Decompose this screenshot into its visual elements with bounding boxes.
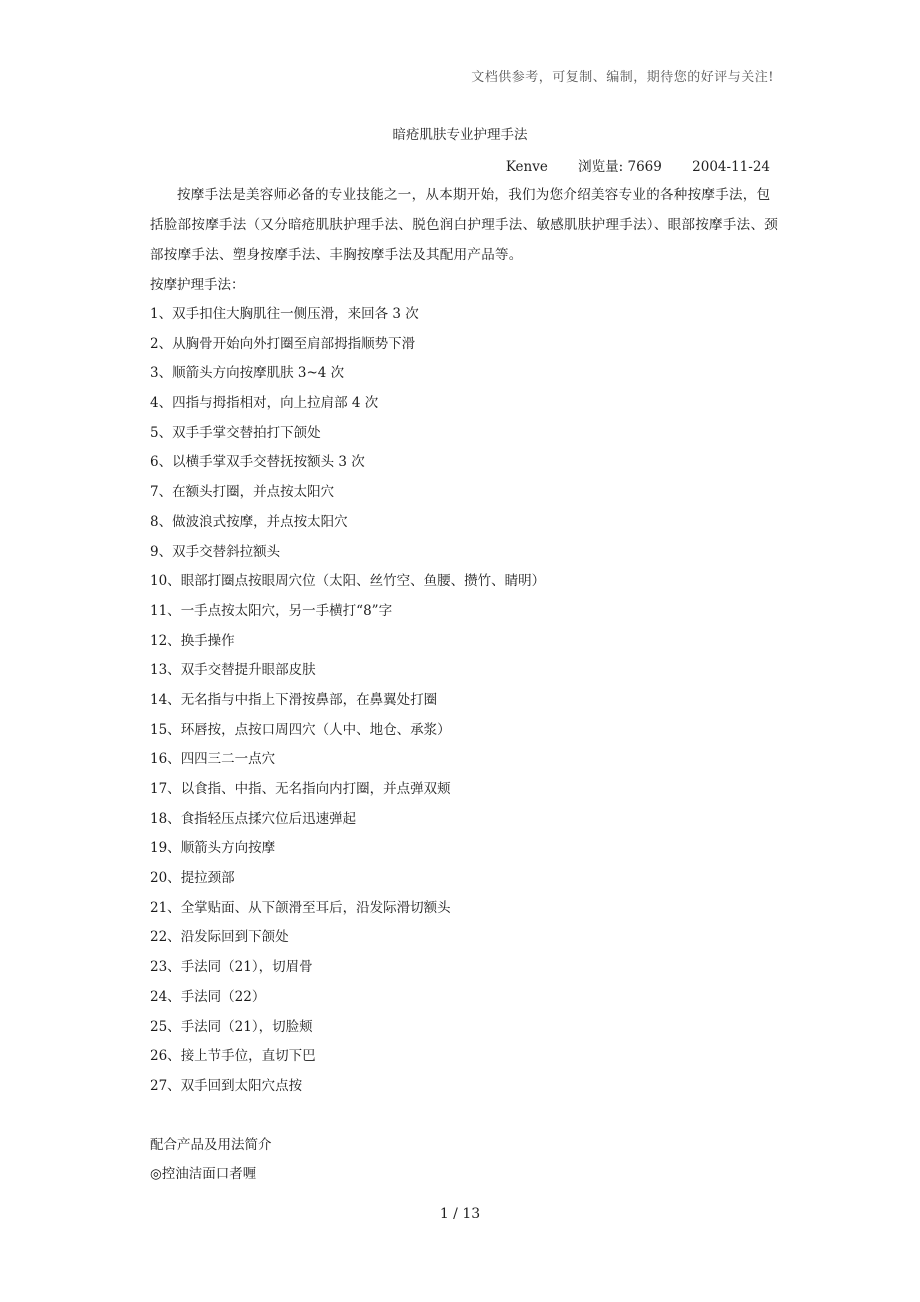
step-item	[150, 359, 780, 389]
step-item	[150, 656, 780, 686]
step-text: 接上节手位，直切下巴	[180, 1048, 316, 1065]
step-item	[150, 330, 780, 360]
step-number: 19、	[150, 840, 181, 857]
step-item	[150, 1072, 780, 1102]
step-text: 以食指、中指、无名指向内打圈，并点弹双颊	[180, 781, 451, 797]
view-count: 浏览量: 7669	[578, 159, 662, 175]
step-text: 四指与拇指相对，向上拉肩部 4 次	[172, 395, 379, 412]
step-text: 做波浪式按摩，并点按太阳穴	[172, 513, 348, 530]
step-item	[150, 597, 780, 627]
step-number: 1、	[150, 306, 173, 322]
step-text: 双手回到太阳穴点按	[180, 1077, 303, 1094]
product-item: ◎控油洁面口者喱	[150, 1165, 257, 1182]
document-title: 暗疮肌肤专业护理手法	[392, 127, 528, 143]
step-item	[150, 775, 780, 805]
step-text: 双手扣住大胸肌往一侧压滑，来回各 3 次	[172, 306, 419, 322]
step-item	[150, 300, 780, 330]
step-number: 20、	[150, 870, 181, 887]
step-text: 环唇按，点按口周四穴（人中、地仓、承浆）	[180, 721, 451, 738]
step-text: 沿发际回到下颌处	[180, 929, 289, 946]
section-label: 按摩护理手法：	[150, 277, 245, 293]
page-number: 1 / 13	[439, 1206, 481, 1222]
step-text: 提拉颈部	[180, 870, 235, 887]
step-number: 21、	[150, 899, 181, 916]
step-number: 12、	[150, 632, 181, 649]
step-text: 顺箭头方向按摩肌肤 3~4 次	[172, 365, 345, 382]
step-text: 手法同（21），切脸颊	[180, 1018, 313, 1035]
step-number: 11、	[150, 602, 181, 619]
step-text: 全掌贴面、从下颌滑至耳后，沿发际滑切额头	[180, 899, 451, 916]
step-text: 双手交替斜拉额头	[172, 543, 281, 560]
step-item	[150, 1042, 780, 1072]
step-number: 13、	[150, 662, 181, 679]
step-number: 8、	[150, 513, 173, 530]
step-number: 24、	[150, 988, 181, 1005]
step-number: 22、	[150, 929, 181, 946]
step-number: 15、	[150, 721, 181, 738]
step-text: 换手操作	[180, 632, 235, 649]
step-number: 17、	[150, 781, 181, 797]
article-body	[150, 180, 780, 1189]
step-text: 在额头打圈，并点按太阳穴	[172, 484, 335, 501]
step-number: 5、	[150, 424, 173, 441]
header-note: 文档供参考，可复制、编制，期待您的好评与关注!	[471, 70, 774, 85]
intro-paragraph: 按摩手法是美容师必备的专业技能之一，从本期开始，我们为您介绍美容专业的各种按摩手法，包括脸部按摩手法（又分暗疮肌肤护理手法、脱色润白护理手法、敏感肌肤护理手法）、眼部按摩手法、颈部按摩手法、塑身按摩手法、丰胸按摩手法及其配用产品等。	[150, 187, 779, 263]
step-number: 18、	[150, 810, 181, 827]
step-number: 26、	[150, 1048, 181, 1065]
step-item	[150, 686, 780, 716]
step-number: 27、	[150, 1077, 181, 1094]
step-text: 顺箭头方向按摩	[180, 840, 276, 857]
step-item	[150, 805, 780, 835]
step-number: 2、	[150, 335, 173, 352]
spacer	[150, 1102, 780, 1131]
step-number: 6、	[150, 454, 173, 471]
author: Kenve	[505, 159, 548, 175]
step-number: 3、	[150, 365, 173, 382]
step-item	[150, 745, 780, 775]
step-item	[150, 894, 780, 924]
step-item	[150, 448, 780, 478]
step-text: 一手点按太阳穴，另一手横打“8”字	[180, 602, 393, 619]
step-item	[150, 389, 780, 419]
step-number: 14、	[150, 691, 181, 708]
steps-list	[150, 300, 780, 1102]
step-item	[150, 716, 780, 746]
step-number: 7、	[150, 484, 173, 501]
step-text: 无名指与中指上下滑按鼻部，在鼻翼处打圈	[180, 691, 438, 708]
products-heading: 配合产品及用法简介	[150, 1136, 272, 1153]
step-number: 25、	[150, 1018, 181, 1035]
step-number: 9、	[150, 543, 173, 560]
step-item	[150, 627, 780, 657]
step-item	[150, 864, 780, 894]
step-text: 眼部打圈点按眼周穴位（太阳、丝竹空、鱼腰、攒竹、睛明）	[180, 573, 546, 590]
step-number: 4、	[150, 395, 173, 412]
step-item	[150, 419, 780, 449]
step-item	[150, 508, 780, 538]
step-item	[150, 834, 780, 864]
step-text: 双手手掌交替拍打下颌处	[172, 424, 321, 441]
step-text: 手法同（22）	[180, 988, 266, 1005]
article-meta	[506, 155, 770, 175]
step-item	[150, 567, 780, 597]
publish-date: 2004-11-24	[692, 159, 770, 175]
step-item	[150, 538, 780, 568]
step-number: 16、	[150, 751, 181, 768]
step-text: 手法同（21），切眉骨	[180, 959, 313, 976]
step-text: 食指轻压点揉穴位后迅速弹起	[180, 810, 357, 827]
step-item	[150, 983, 780, 1013]
step-number: 10、	[150, 573, 181, 590]
step-text: 以横手掌双手交替抚按额头 3 次	[172, 454, 365, 471]
step-text: 双手交替提升眼部皮肤	[180, 662, 316, 679]
step-item	[150, 923, 780, 953]
step-number: 23、	[150, 959, 181, 976]
step-item	[150, 478, 780, 508]
step-text: 四四三二一点穴	[180, 751, 276, 768]
step-text: 从胸骨开始向外打圈至肩部拇指顺势下滑	[172, 335, 416, 352]
step-item	[150, 1013, 780, 1043]
step-item	[150, 953, 780, 983]
